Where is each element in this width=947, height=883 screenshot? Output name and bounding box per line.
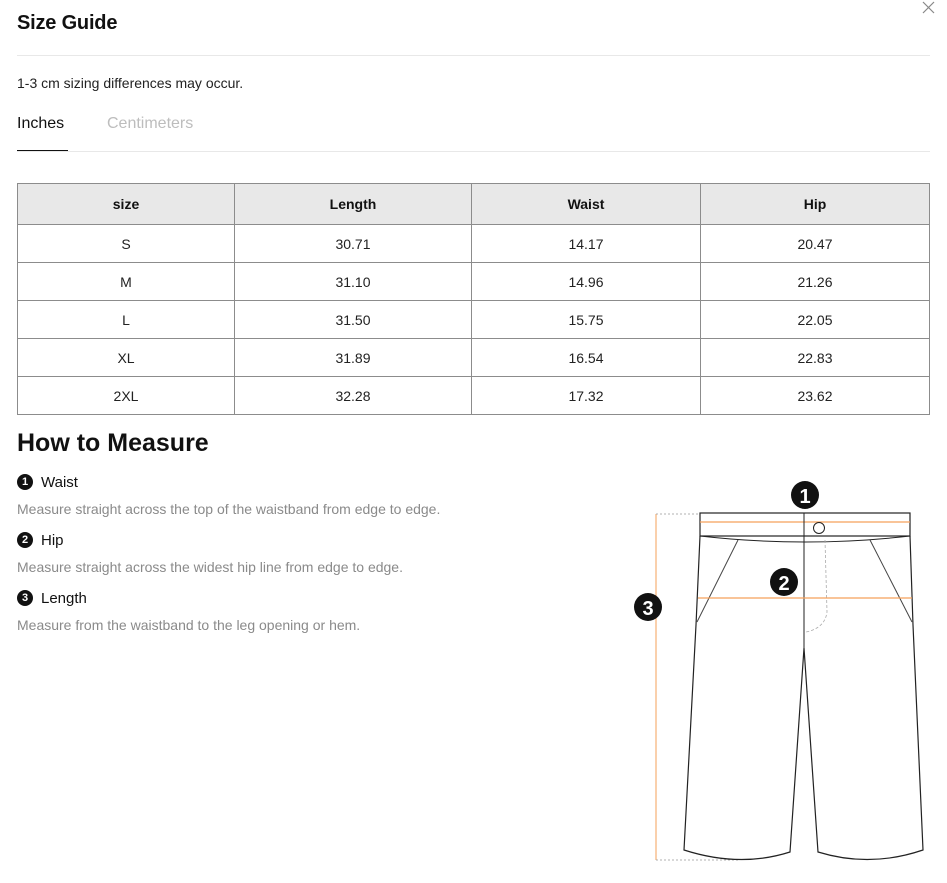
measure-description: Measure straight across the top of the waistband from edge to edge. <box>17 501 441 517</box>
cell-hip: 22.05 <box>701 301 930 339</box>
cell-hip: 23.62 <box>701 377 930 415</box>
waistband <box>700 513 910 536</box>
table-row <box>18 339 930 377</box>
cell-size: M <box>18 263 235 301</box>
marker-2-label: 2 <box>778 573 790 595</box>
measure-label: Waist <box>41 473 78 491</box>
table-row <box>18 263 930 301</box>
cell-length: 31.50 <box>235 301 472 339</box>
measure-label: Length <box>41 589 87 607</box>
table-row <box>18 225 930 263</box>
number-2-icon: 2 <box>17 532 33 548</box>
number-1-icon: 1 <box>17 474 33 490</box>
cell-hip: 22.83 <box>701 339 930 377</box>
cell-length: 32.28 <box>235 377 472 415</box>
cell-waist: 17.32 <box>472 377 701 415</box>
fly-stitch <box>806 540 827 632</box>
modal-title: Size Guide <box>17 12 118 34</box>
measure-description: Measure straight across the widest hip line from edge to edge. <box>17 559 403 575</box>
table-row <box>18 377 930 415</box>
marker-1-label: 1 <box>799 486 811 508</box>
left-pocket <box>697 540 738 622</box>
cell-hip: 20.47 <box>701 225 930 263</box>
cell-size: XL <box>18 339 235 377</box>
cell-waist: 14.17 <box>472 225 701 263</box>
cell-length: 31.10 <box>235 263 472 301</box>
column-header-hip: Hip <box>701 184 930 225</box>
table-header-row <box>18 184 930 225</box>
sizing-note: 1-3 cm sizing differences may occur. <box>17 75 244 91</box>
measure-label: Hip <box>41 531 64 549</box>
how-to-measure-title: How to Measure <box>17 429 209 457</box>
cell-length: 30.71 <box>235 225 472 263</box>
cell-waist: 14.96 <box>472 263 701 301</box>
waistband-seam <box>700 536 910 542</box>
right-pocket <box>870 540 912 622</box>
cell-waist: 15.75 <box>472 301 701 339</box>
tabs-divider <box>17 151 930 152</box>
measure-item-length <box>17 588 360 633</box>
column-header-length: Length <box>235 184 472 225</box>
unit-tabs <box>17 113 930 152</box>
cell-size: S <box>18 225 235 263</box>
size-table <box>17 183 930 415</box>
tab-inches[interactable]: Inches <box>17 115 65 132</box>
close-button[interactable] <box>920 0 938 18</box>
cell-waist: 16.54 <box>472 339 701 377</box>
button-icon <box>814 523 825 534</box>
measure-item-waist <box>17 472 440 517</box>
column-header-waist: Waist <box>472 184 701 225</box>
cell-hip: 21.26 <box>701 263 930 301</box>
table-row <box>18 301 930 339</box>
header-divider <box>17 55 930 56</box>
close-icon[interactable] <box>920 0 938 18</box>
measure-description: Measure from the waistband to the leg opening or hem. <box>17 617 361 633</box>
tab-centimeters[interactable]: Centimeters <box>107 115 194 132</box>
marker-3-label: 3 <box>642 598 654 620</box>
number-3-icon: 3 <box>17 590 33 606</box>
column-header-size: size <box>18 184 235 225</box>
cell-size: L <box>18 301 235 339</box>
shorts-measurement-diagram <box>625 475 947 883</box>
cell-size: 2XL <box>18 377 235 415</box>
measure-item-hip <box>17 530 403 575</box>
cell-length: 31.89 <box>235 339 472 377</box>
